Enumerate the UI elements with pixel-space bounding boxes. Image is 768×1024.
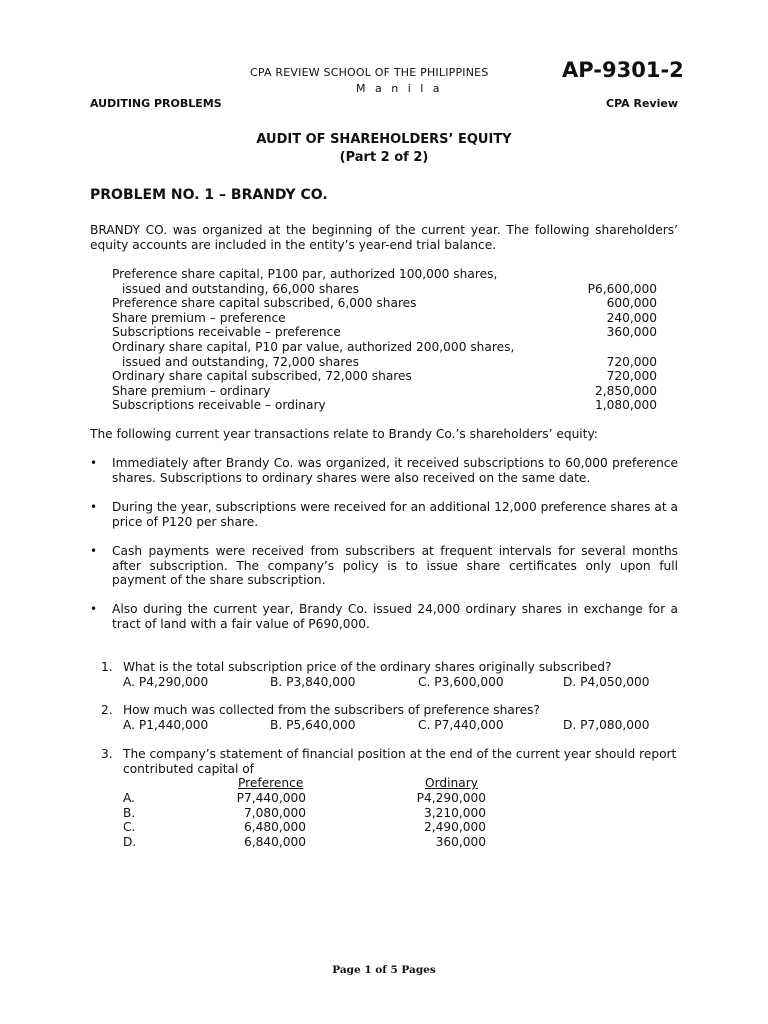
account-amount: 600,000	[606, 296, 657, 311]
question-text: The company’s statement of financial position at the end of the current year should report contributed capital of	[123, 747, 677, 776]
question-1-options	[123, 675, 663, 690]
row-ordinary: 3,210,000	[423, 805, 486, 820]
page-footer: Page 1 of 5 Pages	[332, 964, 436, 976]
question-number: 3.	[101, 747, 113, 761]
account-amount: 240,000	[606, 310, 657, 325]
transaction-bullet	[90, 544, 678, 588]
subject-label: AUDITING PROBLEMS	[90, 97, 222, 110]
transaction-bullet	[90, 456, 678, 485]
bullet-dot-icon: •	[90, 544, 98, 558]
account-row	[112, 384, 657, 399]
option-c: C. P3,600,000	[418, 675, 504, 689]
option-a: A. P4,290,000	[123, 675, 209, 689]
document-subtitle: (Part 2 of 2)	[339, 150, 429, 165]
transactions-intro: The following current year transactions relate to Brandy Co.’s shareholders’ equity:	[90, 427, 598, 441]
account-label: Share premium – ordinary	[112, 383, 271, 398]
account-row	[112, 325, 657, 340]
account-label: Share premium – preference	[112, 310, 286, 325]
account-amount: 2,850,000	[594, 383, 657, 398]
option-d: D. P7,080,000	[563, 718, 650, 732]
row-letter: B.	[123, 805, 136, 820]
account-amount: 720,000	[606, 354, 657, 369]
account-amount: P6,600,000	[587, 281, 657, 296]
account-label: issued and outstanding, 66,000 shares	[122, 281, 359, 296]
account-row	[112, 340, 657, 355]
problem-heading: PROBLEM NO. 1 – BRANDY CO.	[90, 187, 328, 203]
account-label: issued and outstanding, 72,000 shares	[122, 354, 359, 369]
bullet-dot-icon: •	[90, 602, 98, 616]
account-label: Ordinary share capital subscribed, 72,000 shares	[112, 369, 412, 384]
column-header-preference: Preference	[238, 776, 304, 790]
table-row	[123, 820, 488, 835]
account-row	[112, 369, 657, 384]
account-row	[112, 296, 657, 311]
row-preference: P7,440,000	[236, 791, 306, 805]
question-1	[101, 660, 678, 675]
column-header-ordinary: Ordinary	[425, 776, 478, 790]
row-preference: 7,080,000	[243, 805, 306, 820]
account-label: Preference share capital subscribed, 6,000 shares	[112, 296, 417, 311]
transaction-bullet	[90, 602, 678, 631]
option-d: D. P4,050,000	[563, 675, 650, 689]
row-letter: C.	[123, 820, 136, 835]
question-2	[101, 703, 678, 718]
account-row	[112, 311, 657, 326]
option-a: A. P1,440,000	[123, 718, 209, 732]
account-label: Subscriptions receivable – ordinary	[112, 398, 326, 413]
school-city: M a n i l a	[356, 82, 443, 95]
account-row	[112, 355, 657, 370]
account-row	[112, 398, 657, 413]
row-letter: D.	[123, 834, 137, 849]
bullet-text: Immediately after Brandy Co. was organized, it received subscriptions to 60,000 preference shares. Subscriptions to ordinary shares were also received on the same date.	[112, 456, 678, 485]
question-2-options	[123, 718, 663, 733]
course-label: CPA Review	[606, 97, 678, 110]
account-label: Subscriptions receivable – preference	[112, 325, 341, 340]
bullet-dot-icon: •	[90, 456, 98, 470]
row-preference: 6,840,000	[243, 834, 306, 849]
school-name: CPA REVIEW SCHOOL OF THE PHILIPPINES	[250, 66, 489, 79]
account-amount: 1,080,000	[594, 398, 657, 413]
account-amount: 720,000	[606, 369, 657, 384]
bullet-text: During the year, subscriptions were received for an additional 12,000 preference shares at a price of P120 per share.	[112, 500, 678, 529]
intro-paragraph: BRANDY CO. was organized at the beginning of the current year. The following shareholders’ equity accounts are included in the entity’s year-end trial balance.	[90, 223, 678, 252]
document-code: AP-9301-2	[562, 58, 684, 82]
account-label: Preference share capital, P100 par, authorized 100,000 shares,	[112, 267, 498, 281]
row-preference: 6,480,000	[243, 820, 306, 835]
row-ordinary: 360,000	[435, 834, 486, 849]
account-label: Ordinary share capital, P10 par value, authorized 200,000 shares,	[112, 340, 515, 354]
option-b: B. P3,840,000	[270, 675, 356, 689]
option-c: C. P7,440,000	[418, 718, 504, 732]
account-row	[112, 282, 657, 297]
transaction-bullet	[90, 500, 678, 529]
bullet-text: Cash payments were received from subscribers at frequent intervals for several months after subscription. The company’s policy is to issue share certificates only upon full payment of the share subscription.	[112, 544, 678, 588]
table-row	[123, 806, 488, 821]
row-ordinary: 2,490,000	[423, 820, 486, 835]
question-number: 1.	[101, 660, 113, 674]
table-row	[123, 835, 488, 850]
row-letter: A.	[123, 791, 135, 805]
account-amount: 360,000	[606, 325, 657, 340]
bullet-text: Also during the current year, Brandy Co. issued 24,000 ordinary shares in exchange for a tract of land with a fair value of P690,000.	[112, 602, 678, 631]
question-text: How much was collected from the subscribers of preference shares?	[123, 703, 540, 717]
option-b: B. P5,640,000	[270, 718, 356, 732]
question-number: 2.	[101, 703, 113, 717]
bullet-dot-icon: •	[90, 500, 98, 514]
document-title: AUDIT OF SHAREHOLDERS’ EQUITY	[256, 132, 512, 147]
table-row	[123, 791, 488, 806]
question-3	[101, 747, 678, 776]
question-text: What is the total subscription price of the ordinary shares originally subscribed?	[123, 660, 612, 674]
account-row	[112, 267, 657, 282]
row-ordinary: P4,290,000	[416, 791, 486, 805]
